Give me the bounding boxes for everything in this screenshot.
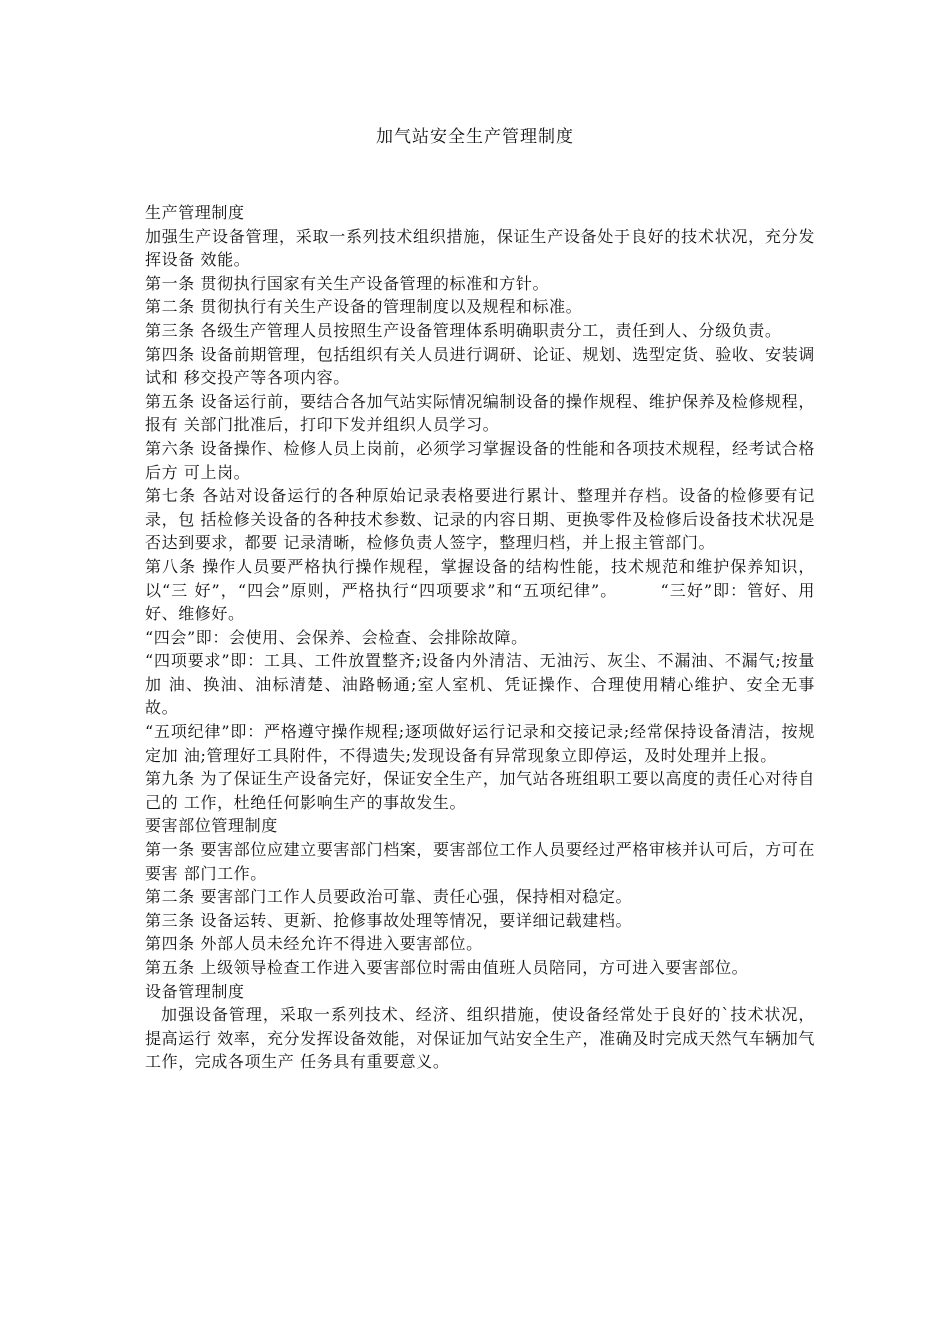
paragraph: “五项纪律”即：严格遵守操作规程;逐项做好运行记录和交接记录;经常保持设备清洁，按规定加 油;管理好工具附件，不得遗失;发现设备有异常现象立即停运，及时处理并上报。 [145, 722, 815, 765]
paragraph: “四项要求”即：工具、工件放置整齐;设备内外清洁、无油污、灰尘、不漏油、不漏气;按量加 油、换油、油标清楚、油路畅通;室人室机、凭证操作、合理使用精心维护、安全无事故。 [145, 651, 815, 718]
article-item: 第八条 操作人员要严格执行操作规程，掌握设备的结构性能，技术规范和维护保养知识，以“三 好”，“四会”原则，严格执行“四项要求”和“五项纪律”。 “三好”即：管好、用好、维修好。 [145, 556, 815, 624]
section-heading: 生产管理制度 [145, 203, 245, 222]
article-item: 第一条 贯彻执行国家有关生产设备管理的标准和方针。 [145, 273, 550, 293]
article-item: 第二条 贯彻执行有关生产设备的管理制度以及规程和标准。 [145, 297, 583, 317]
article-item: 第六条 设备操作、检修人员上岗前，必须学习掌握设备的性能和各项技术规程，经考试合格后方 可上岗。 [145, 438, 815, 482]
article-item: 第九条 为了保证生产设备完好，保证安全生产，加气站各班组职工要以高度的责任心对待自己的 工作，杜绝任何影响生产的事故发生。 [145, 769, 815, 812]
article-item: 第四条 外部人员未经允许不得进入要害部位。 [145, 934, 483, 954]
article-item: 第一条 要害部位应建立要害部门档案，要害部位工作人员要经过严格审核并认可后，方可在要害 部门工作。 [145, 840, 815, 883]
article-item: 第三条 各级生产管理人员按照生产设备管理体系明确职责分工，责任到人、分级负责。 [145, 320, 782, 340]
document-body [145, 201, 815, 1074]
paragraph: 加强生产设备管理，采取一系列技术组织措施，保证生产设备处于良好的技术状况，充分发挥设备 效能。 [145, 226, 815, 270]
article-item: 第三条 设备运转、更新、抢修事故处理等情况，要详细记载建档。 [145, 910, 633, 930]
section-heading: 设备管理制度 [145, 981, 245, 1001]
article-item: 第七条 各站对设备运行的各种原始记录表格要进行累计、整理并存档。设备的检修要有记录，包 括检修关设备的各种技术参数、记录的内容日期、更换零件及检修后设备技术状况是否达到要求，都要 记录清晰，检修负责人签字，整理归档，并上报主管部门。 [145, 486, 815, 553]
document-title: 加气站安全生产管理制度 [376, 127, 574, 147]
section-heading: 要害部位管理制度 [145, 816, 278, 836]
paragraph: “四会”即：会使用、会保养、会检查、会排除故障。 [145, 627, 528, 647]
article-item: 第四条 设备前期管理，包括组织有关人员进行调研、论证、规划、选型定货、验收、安装调试和 移交投产等各项内容。 [145, 344, 815, 388]
article-item: 第二条 要害部门工作人员要政治可靠、责任心强，保持相对稳定。 [145, 887, 633, 907]
article-item: 第五条 设备运行前，要结合各加气站实际情况编制设备的操作规程、维护保养及检修规程，报有 关部门批准后，打印下发并组织人员学习。 [145, 391, 815, 435]
paragraph: 加强设备管理，采取一系列技术、经济、组织措施，使设备经常处于良好的`技术状况，提高运行 效率，充分发挥设备效能，对保证加气站安全生产，准确及时完成天然气车辆加气工作，完成各项生产 任务具有重要意义。 [145, 1005, 815, 1072]
article-item: 第五条 上级领导检查工作进入要害部位时需由值班人员陪同，方可进入要害部位。 [145, 958, 749, 977]
